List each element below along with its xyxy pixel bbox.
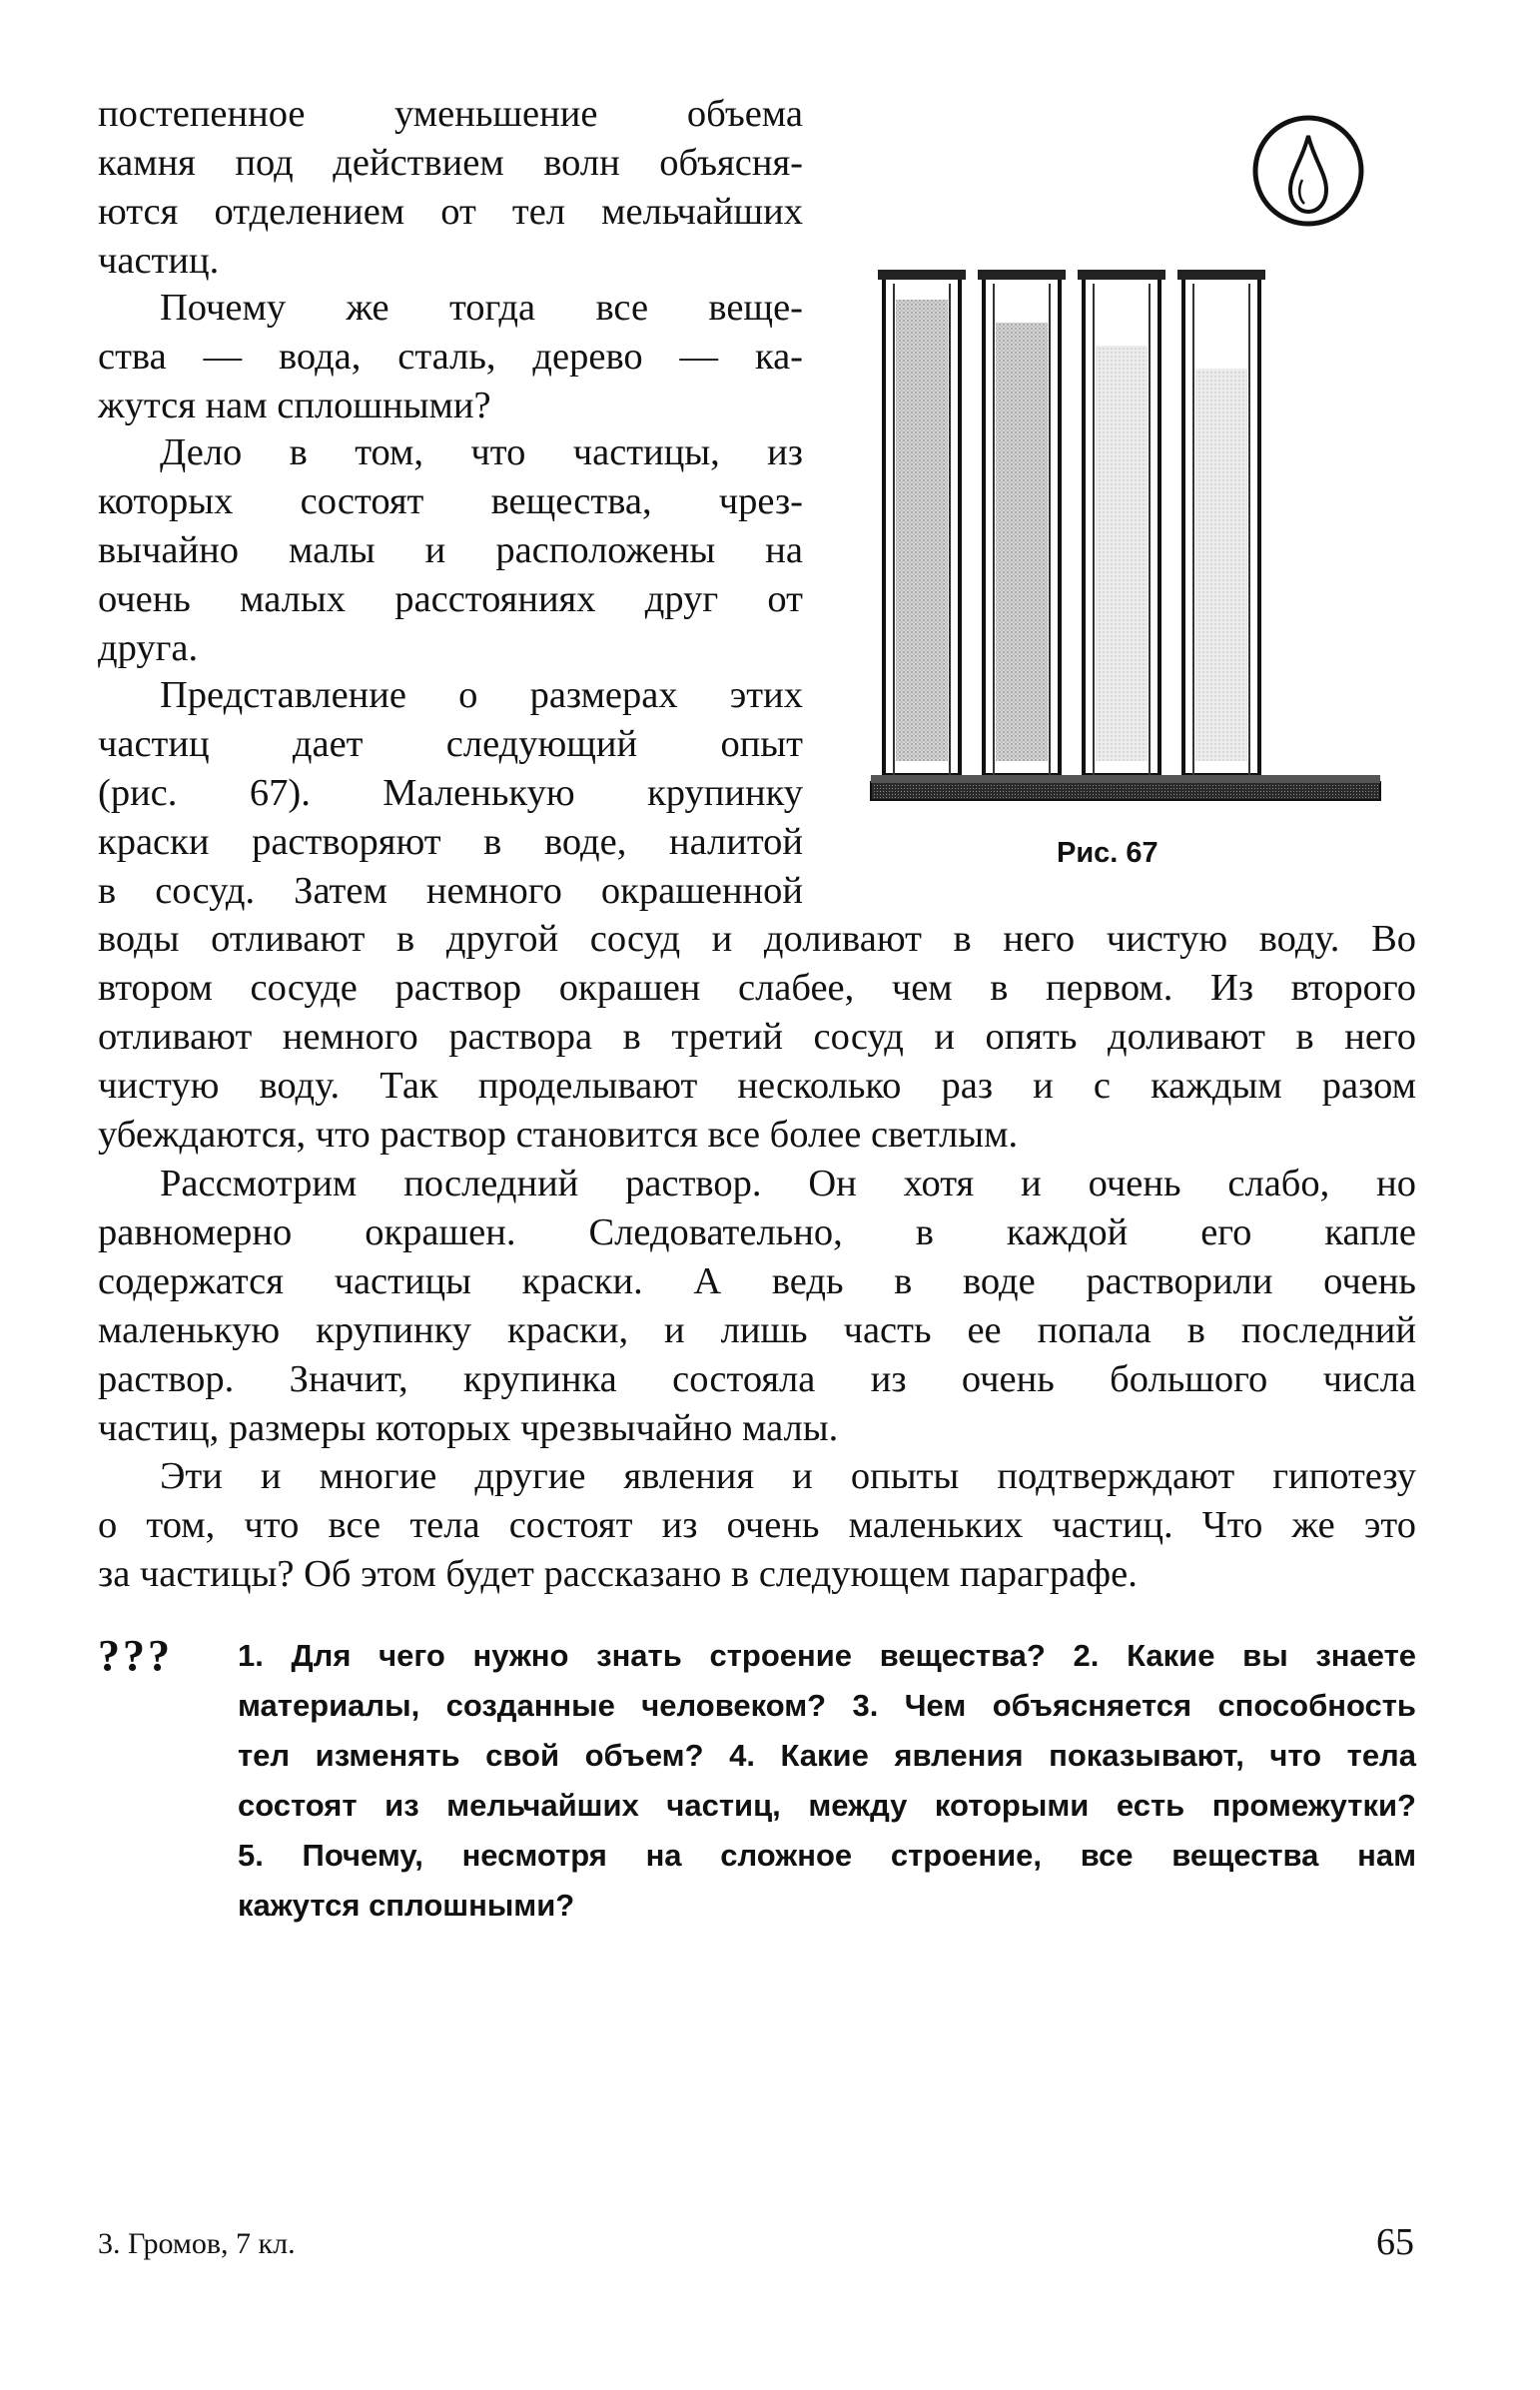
question-line: кажутся сплошными? [238,1888,575,1923]
text-line: Эти и многие другие явления и опыты подтверждают гипотезу [160,1455,1416,1497]
drop-icon [1255,118,1361,224]
text-line: Рассмотрим последний раствор. Он хотя и очень слабо, но [160,1163,1416,1204]
text-line: убеждаются, что раствор становится все более светлым. [98,1114,1019,1156]
text-line: постепенное уменьшение объема [98,93,803,135]
text-line: краски растворяют в воде, налитой [98,821,803,863]
question-line: 5. Почему, несмотря на сложное строение, все вещества нам [238,1838,1416,1873]
text-line: чистую воду. Так проделывают несколько раз и с каждым разом [98,1065,1416,1107]
cylinder-1 [878,270,966,775]
text-line: частиц, размеры которых чрезвычайно малы. [98,1407,839,1449]
text-line: ства — вода, сталь, дерево — ка- [98,336,803,378]
text-line: воды отливают в другой сосуд и доливают в него чистую воду. Во [98,918,1416,960]
text-line: Дело в том, что частицы, из [160,431,803,473]
text-line: раствор. Значит, крупинка состояла из очень большого числа [98,1358,1416,1400]
liquid-fill [896,300,948,761]
text-line: друга. [98,627,199,669]
liquid-fill [1195,369,1247,761]
liquid-fill [996,323,1048,761]
question-line: 1. Для чего нужно знать строение вещества? 2. Какие вы знаете [238,1638,1416,1673]
cylinder-4 [1177,270,1265,775]
question-line: материалы, созданные человеком? 3. Чем объясняется способность [238,1688,1416,1723]
figure-67 [859,108,1418,827]
footer-signature: 3. Громов, 7 кл. [98,2227,296,2260]
text-line: Представление о размерах этих [160,674,803,716]
question-line: тел изменять свой объем? 4. Какие явления показывают, что тела [238,1738,1416,1773]
text-line: очень малых расстояниях друг от [98,578,803,620]
question-line: состоят из мельчайших частиц, между которыми есть промежутки? [238,1788,1416,1823]
text-line: Почему же тогда все веще- [160,287,803,329]
stand-base [871,782,1380,800]
text-line: (рис. 67). Маленькую крупинку [98,772,803,814]
text-line: частиц. [98,240,220,282]
cylinder-3 [1078,270,1165,775]
text-line: жутся нам сплошными? [98,385,491,426]
text-line: содержатся частицы краски. А ведь в воде растворили очень [98,1260,1416,1302]
text-line: которых состоят вещества, чрез- [98,480,803,522]
text-line: равномерно окрашен. Следовательно, в каждой его капле [98,1211,1416,1253]
cylinder-2 [978,270,1066,775]
text-line: о том, что все тела состоят из очень маленьких частиц. Что же это [98,1504,1416,1546]
text-line: вычайно малы и расположены на [98,529,803,571]
text-line: в сосуд. Затем немного окрашенной [98,870,803,912]
cylinders-group [878,270,1265,775]
page-number: 65 [1376,2221,1414,2263]
text-line: камня под действием волн объясня- [98,142,803,184]
text-line: отливают немного раствора в третий сосуд и опять доливают в него [98,1016,1416,1058]
text-line: частиц дает следующий опыт [98,723,803,765]
text-line: за частицы? Об этом будет рассказано в следующем параграфе. [98,1553,1138,1595]
text-line: втором сосуде раствор окрашен слабее, чем в первом. Из второго [98,967,1416,1009]
text-line: маленькую крупинку краски, и лишь часть ее попала в последний [98,1309,1416,1351]
questions-marker: ??? [98,1631,173,1680]
liquid-fill [1096,346,1148,761]
figure-caption: Рис. 67 [1057,837,1158,869]
text-line: ются отделением от тел мельчайших [98,191,803,233]
